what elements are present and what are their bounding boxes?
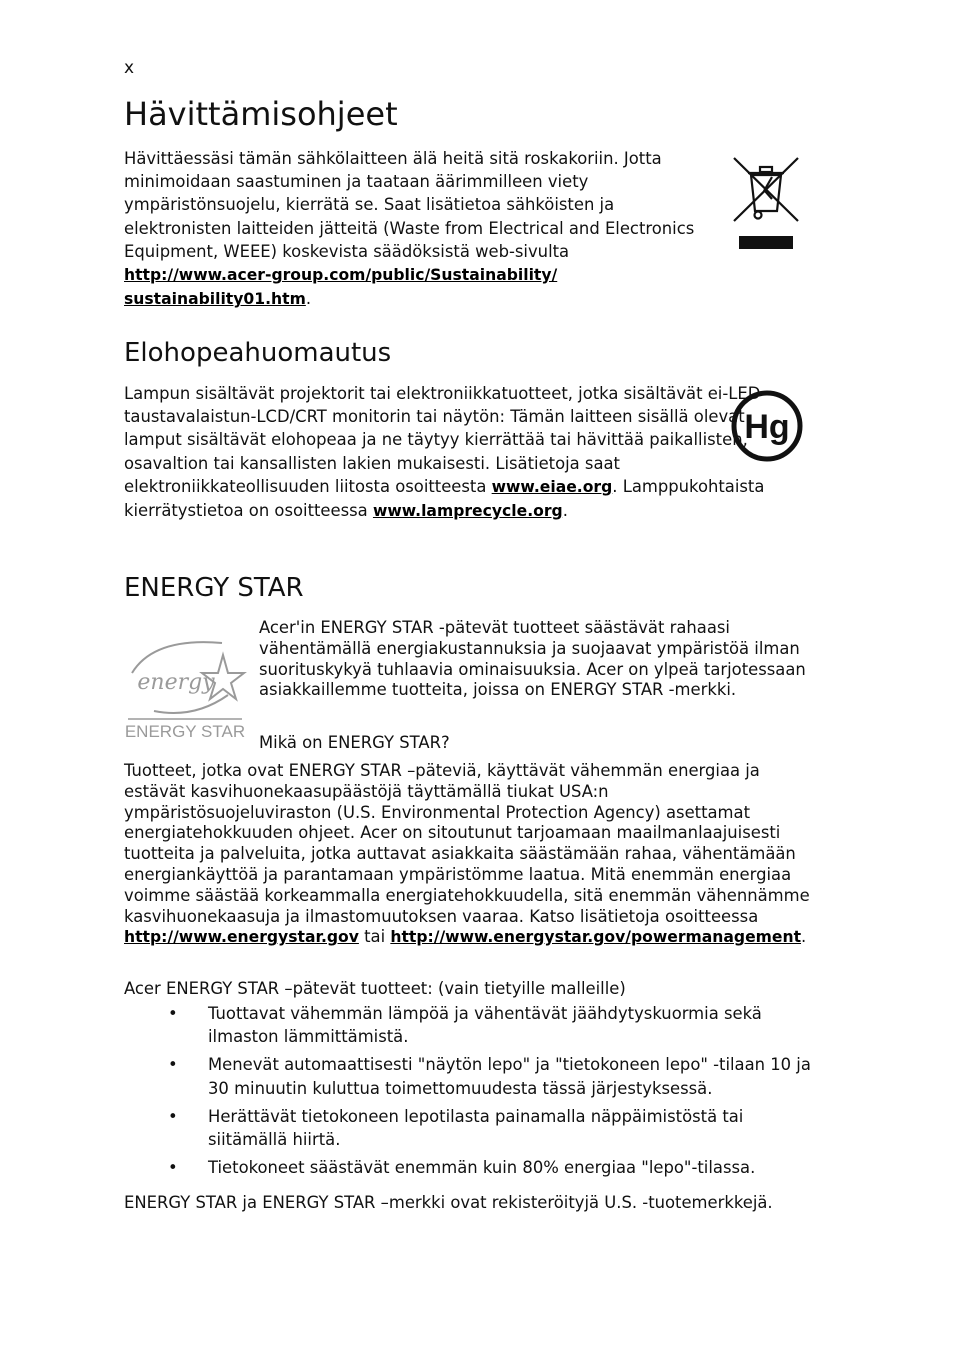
disposal-end: . <box>305 289 312 309</box>
disposal-paragraph <box>124 147 724 311</box>
mercury-hg-icon <box>730 389 804 463</box>
bullet-icon: • <box>168 1055 178 1075</box>
bullet-text: Tuottavat vähemmän lämpöä ja vähentävät jäähdytyskuormia sekä ilmaston lämmittämistä. <box>208 1004 762 1047</box>
energy-star-products-intro: Acer ENERGY STAR –pätevät tuotteet: (vain tietyille malleille) <box>124 979 626 998</box>
bullet-text: Menevät automaattisesti "näytön lepo" ja "tietokoneen lepo" -tilaan 10 ja 30 minuutin kuluttua toimettomuudesta tässä järjestyksessä. <box>208 1055 811 1098</box>
energy-star-body-end: . <box>801 927 807 947</box>
mercury-paragraph <box>124 382 774 523</box>
energy-star-join: tai <box>358 927 391 947</box>
energy-star-trademark: ENERGY STAR ja ENERGY STAR –merkki ovat rekisteröityjä U.S. -tuotemerkkejä. <box>124 1193 773 1212</box>
energy-star-title: ENERGY STAR <box>124 573 304 603</box>
energy-star-logo-caption: ENERGY STAR <box>124 722 246 741</box>
hg-label: Hg <box>744 408 790 446</box>
energy-star-intro: Acer'in ENERGY STAR -pätevät tuotteet säästävät rahaasi vähentämällä energiakustannuksia ja suojaavat ympäristöä ilman suorituskykyä tuhlaavia ominaisuuksia. Acer on ylpeä tarjotessaan asiakkaillemme tuotteita, joissa on ENERGY STAR -merkki. <box>259 618 806 700</box>
mercury-mid: . Lamppukohtaista kierrätystietoa on osoitteessa <box>124 476 765 521</box>
bullet-text: Herättävät tietokoneen lepotilasta painamalla näppäimistöstä tai siitämällä hiirtä. <box>208 1106 744 1150</box>
list-item <box>124 1105 814 1151</box>
list-item <box>124 1002 814 1048</box>
energystar-link[interactable]: http://www.energystar.gov <box>124 928 359 947</box>
energy-star-logo-icon <box>124 633 248 745</box>
bullet-icon: • <box>168 1004 178 1023</box>
disposal-title: Hävittämisohjeet <box>124 95 398 133</box>
bullet-text: Tietokoneet säästävät enemmän kuin 80% energiaa "lepo"-tilassa. <box>208 1158 756 1178</box>
sustainability-link-line1: http://www.acer-group.com/public/Sustainability/ <box>124 266 558 285</box>
energy-star-bullet-list <box>124 1002 814 1184</box>
list-item <box>124 1053 814 1099</box>
eiae-link[interactable]: www.eiae.org <box>491 477 613 496</box>
sustainability-link[interactable] <box>124 266 557 308</box>
energy-star-body-text: Tuotteet, jotka ovat ENERGY STAR –päteviä, käyttävät vähemmän energiaa ja estävät kasvihuonekaasupäästöjä täyttämällä tiukat USA:n ympäristösuojeluviraston (U.S. Environmental Protection Agency) asettamat energiatehokkuuden ohjeet. Acer on sitoutunut tarjoamaan maailmanlaajuisesti tuotteita ja palveluita, jotka auttavat asiakkaita säästämään rahaa, vähentämään energiankäyttöä ja parantamaan ympäristömme laatua. Mitä enemmän energiaa voimme säästää korkeammalla energiatehokkuudella, sitä enemmän vähennämme kasvihuonekaasuja ja ilmastomuutoksen vaaraa. Katso lisätietoja osoitteessa <box>124 761 810 926</box>
weee-crossed-bin-icon <box>732 155 800 253</box>
list-item <box>124 1156 814 1179</box>
mercury-title: Elohopeahuomautus <box>124 338 392 368</box>
mercury-text: Lampun sisältävät projektorit tai elektroniikkatuotteet, jotka sisältävät ei-LED-taustavalaistun-LCD/CRT monitorin tai näytön: Tämän laitteen sisällä olevat lamput sisältävät elohopeaa ja ne täytyy kierrättää tai hävittää paikallisten, osavaltion tai kansallisten lakien mukaisesti. Lisätietoja saat elektroniikkateollisuuden liitosta osoitteesta <box>124 384 767 496</box>
energy-star-question: Mikä on ENERGY STAR? <box>259 733 450 752</box>
bullet-icon: • <box>168 1106 178 1126</box>
bullet-icon: • <box>168 1158 178 1178</box>
sustainability-link-line2: sustainability01.htm <box>124 290 306 309</box>
lamprecycle-link[interactable]: www.lamprecycle.org <box>372 502 563 521</box>
disposal-text: Hävittäessäsi tämän sähkölaitteen älä heitä sitä roskakoriin. Jotta minimoidaan saastuminen ja taataan äärimmilleen viety ympäristönsuojelu, kierrätä se. Saat lisätietoa sähköisten ja elektronisten laitteiden jätteitä (Waste from Electrical and Electronics Equipment, WEEE) koskevista säädöksistä web-sivulta <box>124 149 695 261</box>
mercury-end: . <box>562 501 568 521</box>
energy-star-body <box>124 761 814 948</box>
page-number: x <box>124 58 135 78</box>
energy-script: energy <box>137 670 215 695</box>
powermanagement-link[interactable]: http://www.energystar.gov/powermanagement <box>390 928 802 947</box>
